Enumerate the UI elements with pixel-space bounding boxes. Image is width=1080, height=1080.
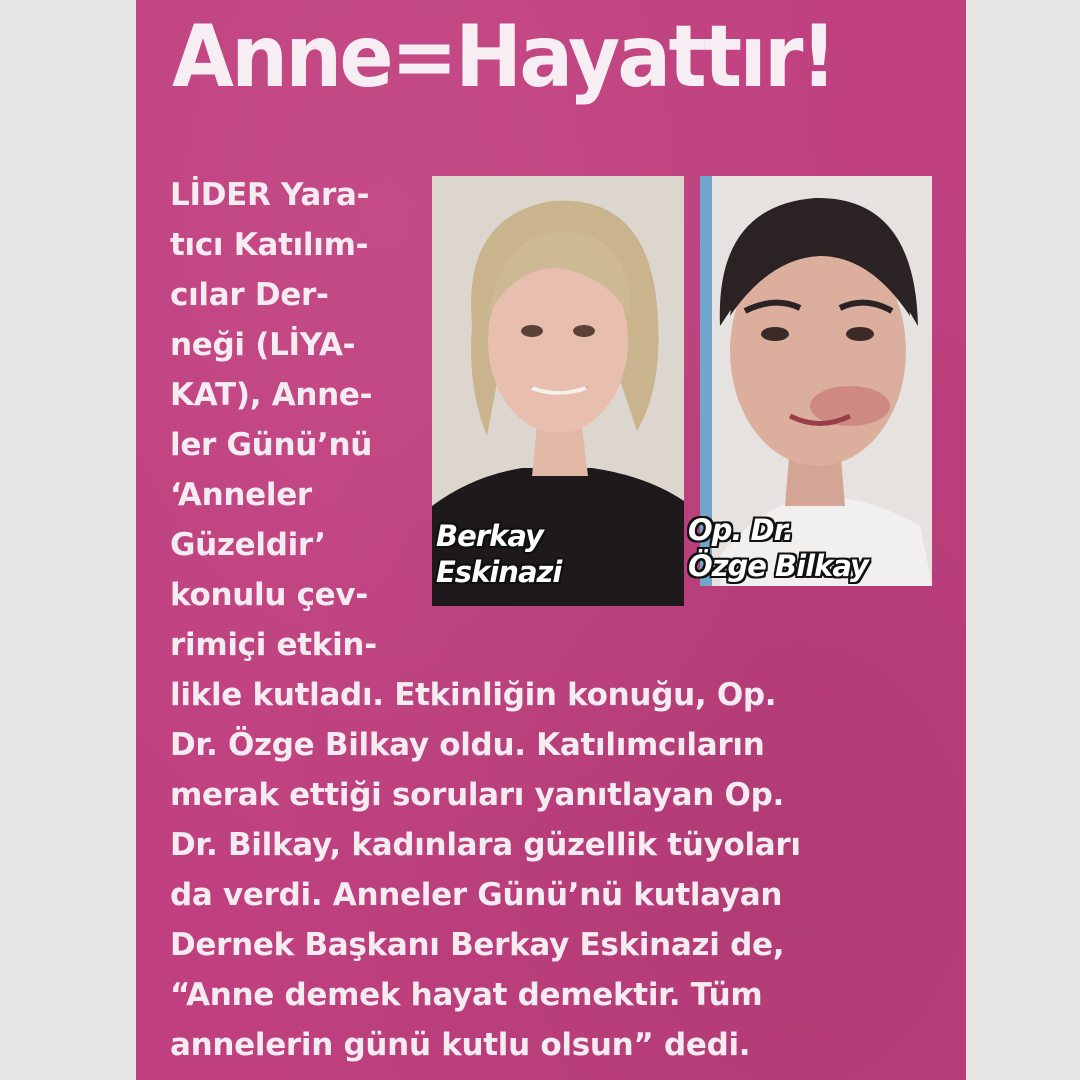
body-line: Dernek Başkanı Berkay Eskinazi de, <box>170 927 785 963</box>
body-line: tıcı Katılım- <box>170 227 369 263</box>
photo-caption-2 <box>688 512 868 584</box>
newspaper-clipping <box>136 0 966 1080</box>
photo-caption-1 <box>436 518 561 590</box>
body-line: KAT), Anne- <box>170 377 373 413</box>
body-line: likle kutladı. Etkinliğin konuğu, Op. <box>170 677 777 713</box>
body-line: rimiçi etkin- <box>170 627 377 663</box>
article-body-wide-column <box>170 670 950 1070</box>
body-line: konulu çev- <box>170 577 368 613</box>
body-line: merak ettiği soruları yanıtlayan Op. <box>170 777 784 813</box>
body-line: cılar Der- <box>170 277 329 313</box>
body-line: ler Günü’nü <box>170 427 372 463</box>
caption-line: Berkay <box>436 519 543 553</box>
caption-line: Özge Bilkay <box>688 549 868 583</box>
body-line: neği (LİYA- <box>170 327 356 363</box>
headline: Anne=Hayattır! <box>172 7 835 107</box>
body-line: annelerin günü kutlu olsun” dedi. <box>170 1027 751 1063</box>
body-line: Güzeldir’ <box>170 527 326 563</box>
body-line: da verdi. Anneler Günü’nü kutlayan <box>170 877 783 913</box>
body-line: Dr. Özge Bilkay oldu. Katılımcıların <box>170 727 765 763</box>
body-line: LİDER Yara- <box>170 177 370 213</box>
caption-line: Op. Dr. <box>688 513 793 547</box>
article-body-narrow-column <box>170 170 430 670</box>
body-line: Dr. Bilkay, kadınlara güzellik tüyoları <box>170 827 801 863</box>
body-line: ‘Anneler <box>170 477 312 513</box>
body-line: “Anne demek hayat demektir. Tüm <box>170 977 763 1013</box>
caption-line: Eskinazi <box>436 555 562 589</box>
